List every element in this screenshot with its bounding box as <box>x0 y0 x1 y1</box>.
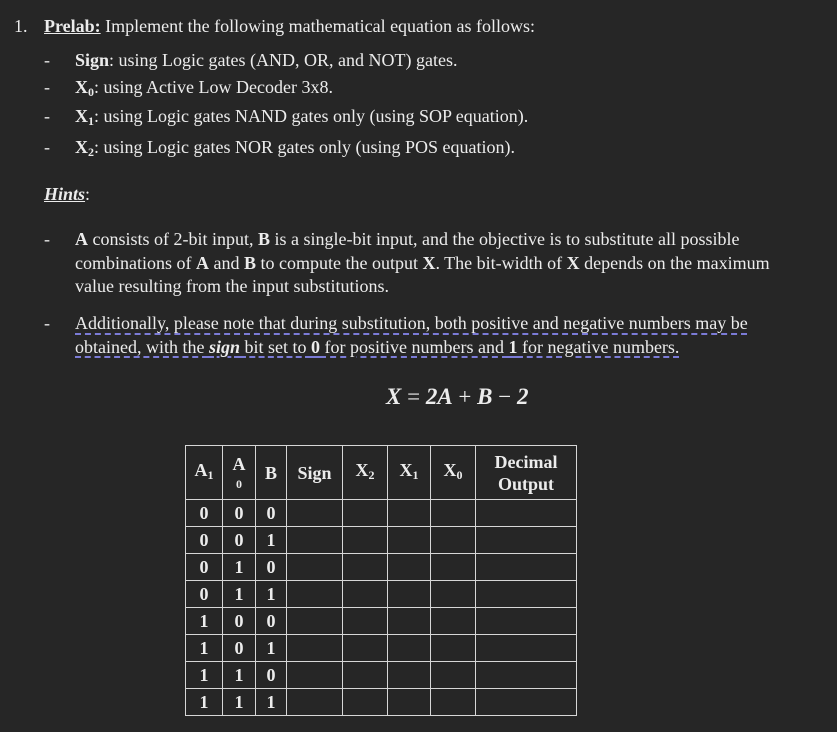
empty-answer-cell <box>388 608 431 635</box>
empty-answer-cell <box>476 554 577 581</box>
bullet-x2: $X_2$: using Logic gates NOR gates only (using POS equation). <box>75 137 515 159</box>
empty-answer-cell <box>431 662 476 689</box>
empty-answer-cell <box>287 662 343 689</box>
empty-answer-cell <box>388 527 431 554</box>
table-cell: 0 <box>223 635 256 662</box>
empty-answer-cell <box>431 689 476 716</box>
table-row <box>186 662 577 689</box>
empty-answer-cell <box>476 635 577 662</box>
equation: X = 2A + B − 2 <box>386 384 529 409</box>
table-cell: 0 <box>256 554 287 581</box>
table-row <box>186 527 577 554</box>
empty-answer-cell <box>287 635 343 662</box>
table-cell: 1 <box>223 581 256 608</box>
hint-paragraph-inputs: A consists of 2-bit input, B is a single-bit input, and the objective is to substitute all possible combinations of A and B to compute the output X. The bit-width of X depends on the maximum value resulting from the input substitutions. <box>75 229 770 296</box>
hint-dash: - <box>44 313 50 333</box>
empty-answer-cell <box>431 554 476 581</box>
table-cell: 0 <box>186 500 223 527</box>
table-cell: 1 <box>256 527 287 554</box>
table-cell: 0 <box>186 527 223 554</box>
table-row <box>186 500 577 527</box>
empty-answer-cell <box>431 581 476 608</box>
empty-answer-cell <box>343 662 388 689</box>
table-row <box>186 608 577 635</box>
empty-answer-cell <box>287 581 343 608</box>
empty-answer-cell <box>343 689 388 716</box>
bullet-dash: - <box>44 137 50 157</box>
table-cell: 1 <box>223 662 256 689</box>
empty-answer-cell <box>388 689 431 716</box>
empty-answer-cell <box>476 608 577 635</box>
hints-heading: Hints: <box>44 184 91 204</box>
header-x2: $X_2$ <box>343 446 388 500</box>
table-row <box>186 581 577 608</box>
empty-answer-cell <box>343 608 388 635</box>
table-cell: 0 <box>223 527 256 554</box>
empty-answer-cell <box>388 662 431 689</box>
prelab-heading <box>44 16 535 37</box>
header-decimal-output: Decimal Output <box>476 446 577 500</box>
empty-answer-cell <box>343 500 388 527</box>
empty-answer-cell <box>388 635 431 662</box>
bullet-x0: $X_0$: using Active Low Decoder 3x8. <box>75 77 333 99</box>
table-cell: 1 <box>256 689 287 716</box>
table-cell: 1 <box>186 689 223 716</box>
empty-answer-cell <box>476 527 577 554</box>
hints-label: Hints <box>44 184 86 204</box>
empty-answer-cell <box>388 500 431 527</box>
empty-answer-cell <box>476 662 577 689</box>
bullet-dash: - <box>44 50 50 70</box>
table-cell: 0 <box>186 554 223 581</box>
table-cell: 1 <box>256 635 287 662</box>
table-cell: 0 <box>256 500 287 527</box>
table-cell: 0 <box>256 662 287 689</box>
truth-table <box>185 445 577 716</box>
empty-answer-cell <box>343 635 388 662</box>
empty-answer-cell <box>287 527 343 554</box>
empty-answer-cell <box>343 554 388 581</box>
header-x0: $X_0$ <box>431 446 476 500</box>
header-b: B <box>256 446 287 500</box>
empty-answer-cell <box>476 500 577 527</box>
hint-dash: - <box>44 229 50 249</box>
table-cell: 1 <box>223 689 256 716</box>
table-row <box>186 635 577 662</box>
empty-answer-cell <box>476 581 577 608</box>
header-a1: $A_1$ <box>186 446 223 500</box>
table-cell: 0 <box>256 608 287 635</box>
table-row <box>186 554 577 581</box>
empty-answer-cell <box>388 554 431 581</box>
empty-answer-cell <box>431 635 476 662</box>
bullet-dash: - <box>44 106 50 126</box>
bullet-dash: - <box>44 77 50 97</box>
table-cell: 1 <box>186 662 223 689</box>
table-cell: 1 <box>223 554 256 581</box>
table-cell: 1 <box>186 635 223 662</box>
empty-answer-cell <box>287 554 343 581</box>
hint-paragraph-sign: Additionally, please note that during substitution, both positive and negative numbers may be obtained, with the sign bit set to 0 for positive numbers and 1 for negative numbers. <box>75 313 748 357</box>
prelab-text: Implement the following mathematical equation as follows: <box>100 16 536 36</box>
header-sign: Sign <box>287 446 343 500</box>
table-cell: 1 <box>256 581 287 608</box>
table-cell: 0 <box>223 500 256 527</box>
empty-answer-cell <box>476 689 577 716</box>
empty-answer-cell <box>287 608 343 635</box>
empty-answer-cell <box>431 500 476 527</box>
empty-answer-cell <box>343 527 388 554</box>
bullet-sign: Sign: using Logic gates (AND, OR, and NOT) gates. <box>75 50 458 70</box>
empty-answer-cell <box>431 527 476 554</box>
truth-table-header <box>186 446 577 500</box>
table-cell: 0 <box>223 608 256 635</box>
empty-answer-cell <box>343 581 388 608</box>
empty-answer-cell <box>287 689 343 716</box>
bullet-x1: $X_1$: using Logic gates NAND gates only (using SOP equation). <box>75 106 529 128</box>
empty-answer-cell <box>431 608 476 635</box>
prelab-label: Prelab: <box>44 16 101 36</box>
question-number: 1. <box>14 16 28 36</box>
header-x1: $X_1$ <box>388 446 431 500</box>
empty-answer-cell <box>388 581 431 608</box>
table-cell: 1 <box>186 608 223 635</box>
empty-answer-cell <box>287 500 343 527</box>
table-cell: 0 <box>186 581 223 608</box>
table-row <box>186 689 577 716</box>
header-a0: A 0 <box>223 446 256 500</box>
